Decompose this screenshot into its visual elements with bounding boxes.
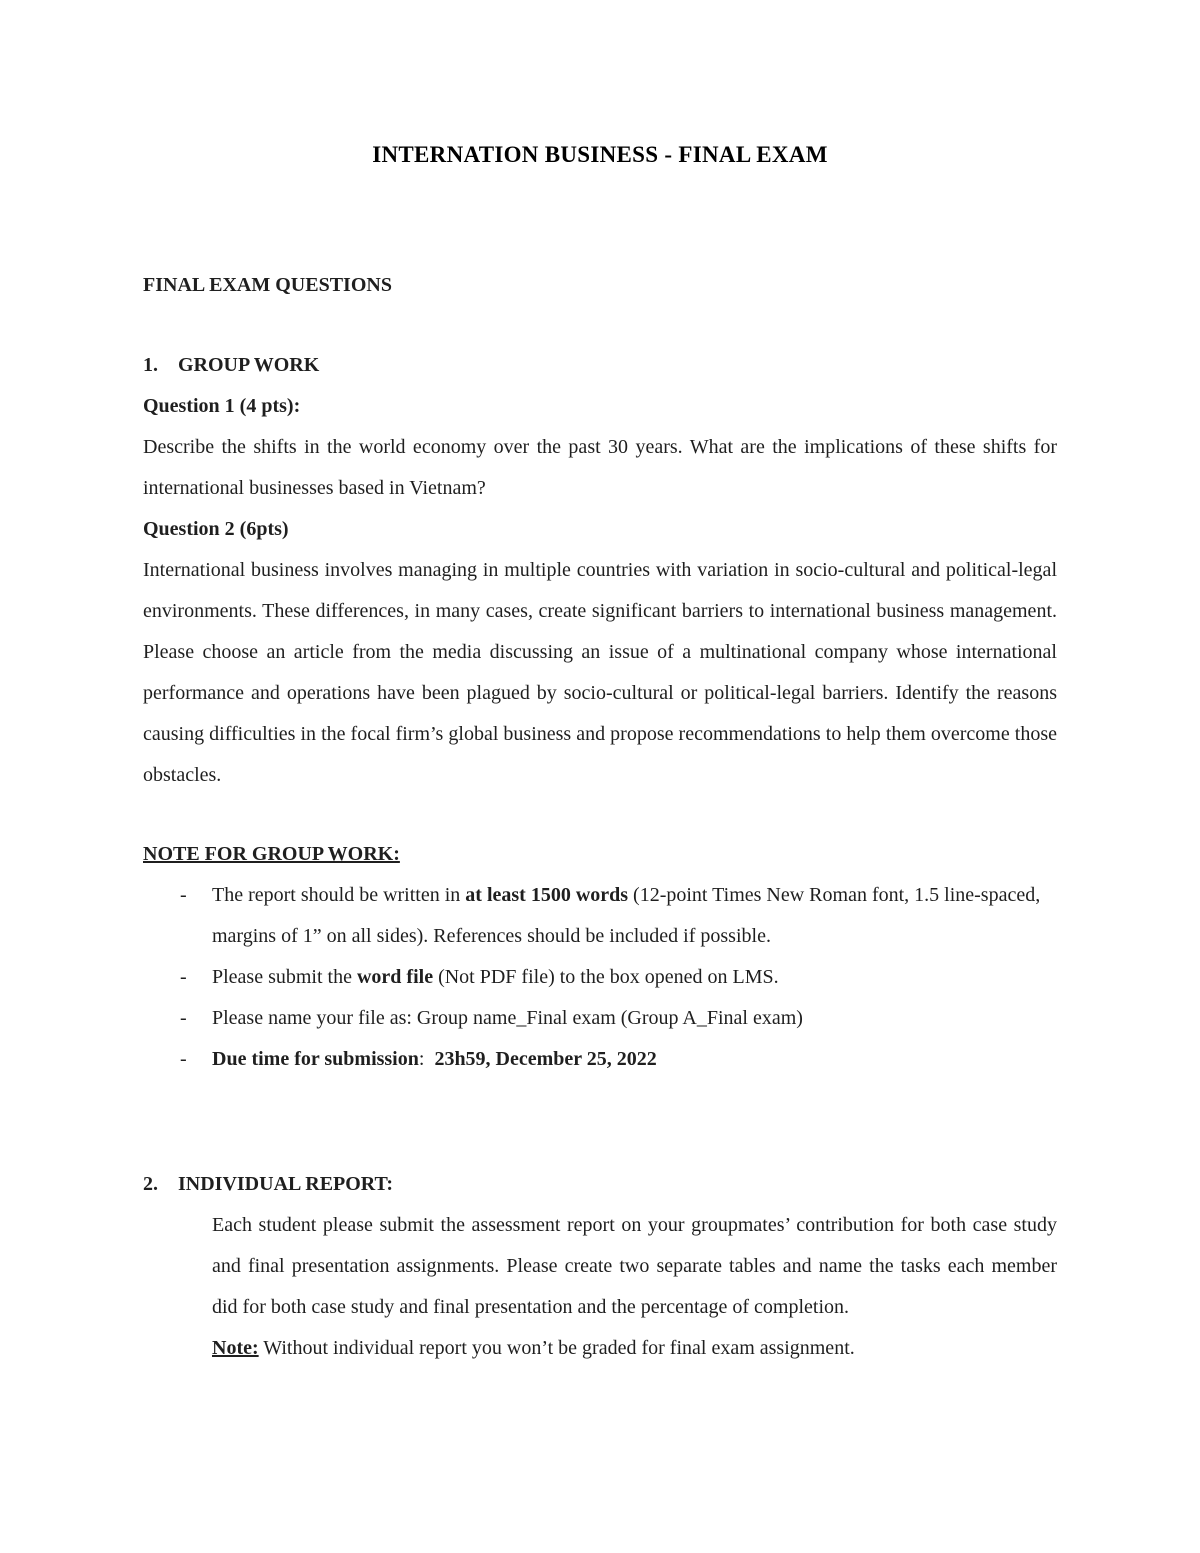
- list-item: [143, 1039, 1057, 1080]
- bullet-2-text: [212, 957, 1057, 998]
- list-item: [143, 998, 1057, 1039]
- bullet-1-seg2-bold: at least 1500 words: [465, 884, 629, 906]
- bullet-4-seg1-bold: Due time for submission: [212, 1048, 419, 1070]
- individual-report-heading: [143, 1164, 1057, 1205]
- group-work-label: GROUP WORK: [178, 354, 320, 376]
- bullet-2-seg3: (Not PDF file) to the box opened on LMS.: [433, 966, 779, 988]
- bullet-1-seg3: (12-point Times New Roman font, 1.5 line-spaced, margins of 1” on all sides). References should be included if possible.: [212, 884, 1041, 947]
- bullet-3-text: [212, 998, 1057, 1039]
- individual-report-body: [212, 1205, 1057, 1369]
- individual-note-text: Without individual report you won’t be graded for final exam assignment.: [258, 1337, 855, 1359]
- bullet-dash-marker: -: [180, 1007, 187, 1029]
- individual-report-text: Each student please submit the assessment report on your groupmates’ contribution for both case study and final presentation assignments. Please create two separate tables and name the tasks each member did for both case study and final presentation and the percentage of completion.: [212, 1214, 1057, 1318]
- group-work-number: 1.: [143, 354, 158, 376]
- note-for-group-work-heading: NOTE FOR GROUP WORK:: [143, 843, 400, 865]
- group-work-heading: [143, 345, 1057, 386]
- final-exam-questions-heading: FINAL EXAM QUESTIONS: [143, 274, 392, 296]
- bullet-4-text: [212, 1039, 1057, 1080]
- bullet-4-seg3-bold: 23h59, December 25, 2022: [434, 1048, 657, 1070]
- document-title: INTERNATION BUSINESS - FINAL EXAM: [372, 142, 828, 167]
- bullet-dash-marker: -: [180, 966, 187, 988]
- individual-note-label: Note:: [212, 1337, 259, 1359]
- list-item: [143, 957, 1057, 998]
- question-2-text: International business involves managing in multiple countries with variation in socio-cultural and political-legal environments. These differences, in many cases, create significant barriers to international business management. Please choose an article from the media discussing an issue of a multinational company whose international performance and operations have been plagued by socio-cultural or political-legal barriers. Identify the reasons causing difficulties in the focal firm’s global business and propose recommendations to help them overcome those obstacles.: [143, 559, 1057, 786]
- group-work-notes-list: [143, 875, 1057, 1080]
- question-1-label: Question 1 (4 pts):: [143, 395, 301, 417]
- individual-report-label: INDIVIDUAL REPORT:: [178, 1173, 394, 1195]
- bullet-3-seg1: Please name your file as: Group name_Final exam (Group A_Final exam): [212, 1007, 803, 1029]
- list-item: [143, 875, 1057, 957]
- individual-report-number: 2.: [143, 1173, 158, 1195]
- bullet-dash-marker: -: [180, 1048, 187, 1070]
- bullet-2-seg2-bold: word file: [356, 966, 434, 988]
- bullet-1-text: [212, 875, 1057, 957]
- question-1-text: Describe the shifts in the world economy over the past 30 years. What are the implications of these shifts for international businesses based in Vietnam?: [143, 436, 1057, 499]
- individual-report-note: [212, 1328, 1057, 1369]
- bullet-2-seg1: Please submit the: [212, 966, 357, 988]
- bullet-4-seg2: :: [418, 1048, 435, 1070]
- bullet-dash-marker: -: [180, 884, 187, 906]
- bullet-1-seg1: The report should be written in: [212, 884, 466, 906]
- question-2-label: Question 2 (6pts): [143, 518, 289, 540]
